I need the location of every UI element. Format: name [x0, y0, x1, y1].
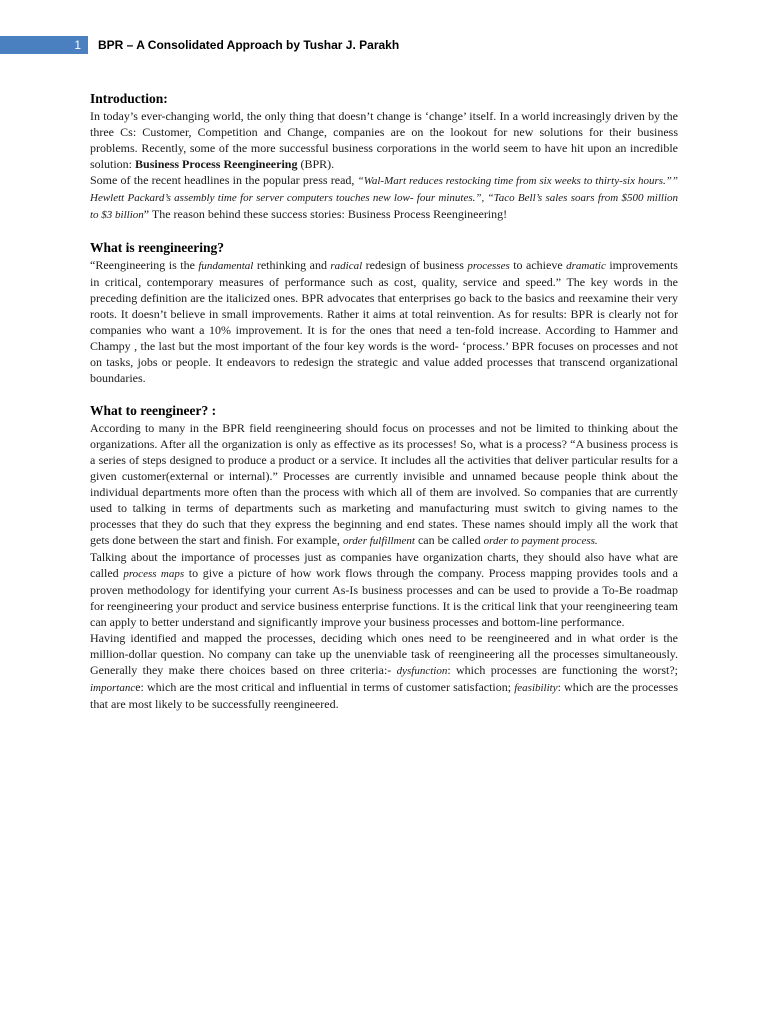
text-run: ” The reason behind these success stories: Business Process Reengineering!	[143, 207, 508, 221]
text-run: to give a picture of how work flows through the company. Process mapping provides tools and a proven methodology for identifying your current As-Is business processes and can be used to provide a To-Be roadmap for reengineering your product and service business enterprise functions. It is the critical link that your reengineering team can apply to better understand and significantly improve your business processes and bottom-line performance.	[90, 566, 678, 629]
what-is-reengineering-paragraph	[90, 257, 678, 386]
text-run: Some of the recent headlines in the popular press read,	[90, 173, 358, 187]
text-run: e: which are the most critical and influential in terms of customer satisfaction;	[135, 680, 515, 694]
page-header	[0, 36, 768, 54]
text-run: rethinking and	[253, 258, 331, 272]
text-run: improvements in critical, contemporary measures of performance such as cost, quality, service and speed.” The key words in the preceding definition are the italicized ones. BPR advocates that enterprises go back to the basics and reexamine their very roots. It doesn’t believe in small improvements. Rather it aims at total reinvention. As for results: BPR is clearly not for companies who want a 10% improvement. It is for the ones that need a ten-fold increase. According to Hammer and Champy , the last but the most important of the four key words is the word- ‘process.’ BPR focuses on processes and not on tasks, jobs or people. It endeavors to redesign the strategic and value added processes that transcend organizational boundaries.	[90, 258, 678, 385]
text-run: to achieve	[509, 258, 567, 272]
italic-term: dramatic	[566, 260, 606, 272]
text-run: Having identified and mapped the processes, deciding which ones need to be reengineered and in what order is the million-dollar question. No company can take up the unenviable task of reengineering all the processes simultaneously. Generally they make there choices based on three criteria:-	[90, 631, 678, 677]
italic-term: order fulfillment	[342, 535, 415, 547]
introduction-paragraph-1	[90, 108, 678, 172]
italic-term: importanc	[90, 682, 136, 694]
text-run: can be called	[414, 533, 484, 547]
text-run: “Reengineering is the	[90, 258, 199, 272]
header-title: BPR – A Consolidated Approach by Tushar J. Parakh	[98, 38, 400, 52]
page-number: 1	[0, 36, 88, 54]
text-run: According to many in the BPR field reengineering should focus on processes and not be limited to thinking about the organizations. After all the organization is only as effective as its processes! So, what is a process? “A business process is a series of steps designed to produce a product or a service. It includes all the activities that deliver particular results for a given customer(external or internal).” Processes are currently invisible and unnamed because people think about the individual departments more often than the process with which all of them are involved. So companies that are currently used to talking in terms of departments such as marketing and manufacturing must switch to giving names to the processes that they do such that they express the beginning and end states. These names should imply all the work that gets done between the start and finish. For example,	[90, 421, 678, 547]
what-to-reengineer-paragraph-3	[90, 630, 678, 712]
italic-term: feasibility	[514, 682, 558, 694]
text-run: Talking about the importance of processes just as companies have organization charts, they should also have what are called	[90, 550, 678, 580]
introduction-heading: Introduction:	[90, 91, 168, 106]
what-to-reengineer-paragraph-2	[90, 549, 678, 630]
what-is-reengineering-heading: What is reengineering?	[90, 240, 224, 255]
italic-quote: “Wal-Mart reduces restocking time from six weeks to thirty-six hours.”” Hewlett Packard’s assembly time for server computers touches new low- four minutes.”, “Taco Bell’s sales soars from $500 million to $3 billion	[90, 175, 678, 221]
text-run: In today’s ever-changing world, the only thing that doesn’t change is ‘change’ itself. In a world increasingly driven by the three Cs: Customer, Competition and Change, companies are on the lookout for new solutions for their business problems. Recently, some of the more successful business corporations in the world seem to have hit upon an incredible solution:	[90, 109, 678, 171]
introduction-section	[90, 90, 678, 223]
italic-term: process maps	[123, 568, 185, 580]
what-to-reengineer-heading: What to reengineer? :	[90, 403, 217, 418]
italic-term: radical	[330, 260, 363, 272]
italic-term: order to payment process.	[483, 535, 598, 547]
text-run: (BPR).	[297, 157, 335, 171]
bold-term: Business Process Reengineering	[135, 157, 298, 171]
italic-term: processes	[467, 260, 510, 272]
italic-term: dysfunction	[396, 665, 448, 677]
what-to-reengineer-paragraph-1	[90, 420, 678, 549]
what-is-reengineering-section	[90, 239, 678, 386]
text-run: redesign of business	[362, 258, 468, 272]
text-run: : which processes are functioning the worst?;	[447, 663, 679, 677]
introduction-paragraph-2	[90, 172, 678, 223]
document-body	[90, 90, 678, 712]
italic-term: fundamental	[198, 260, 254, 272]
text-run: : which are the processes that are most likely to be successfully reengineered.	[90, 680, 678, 711]
what-to-reengineer-section	[90, 402, 678, 712]
